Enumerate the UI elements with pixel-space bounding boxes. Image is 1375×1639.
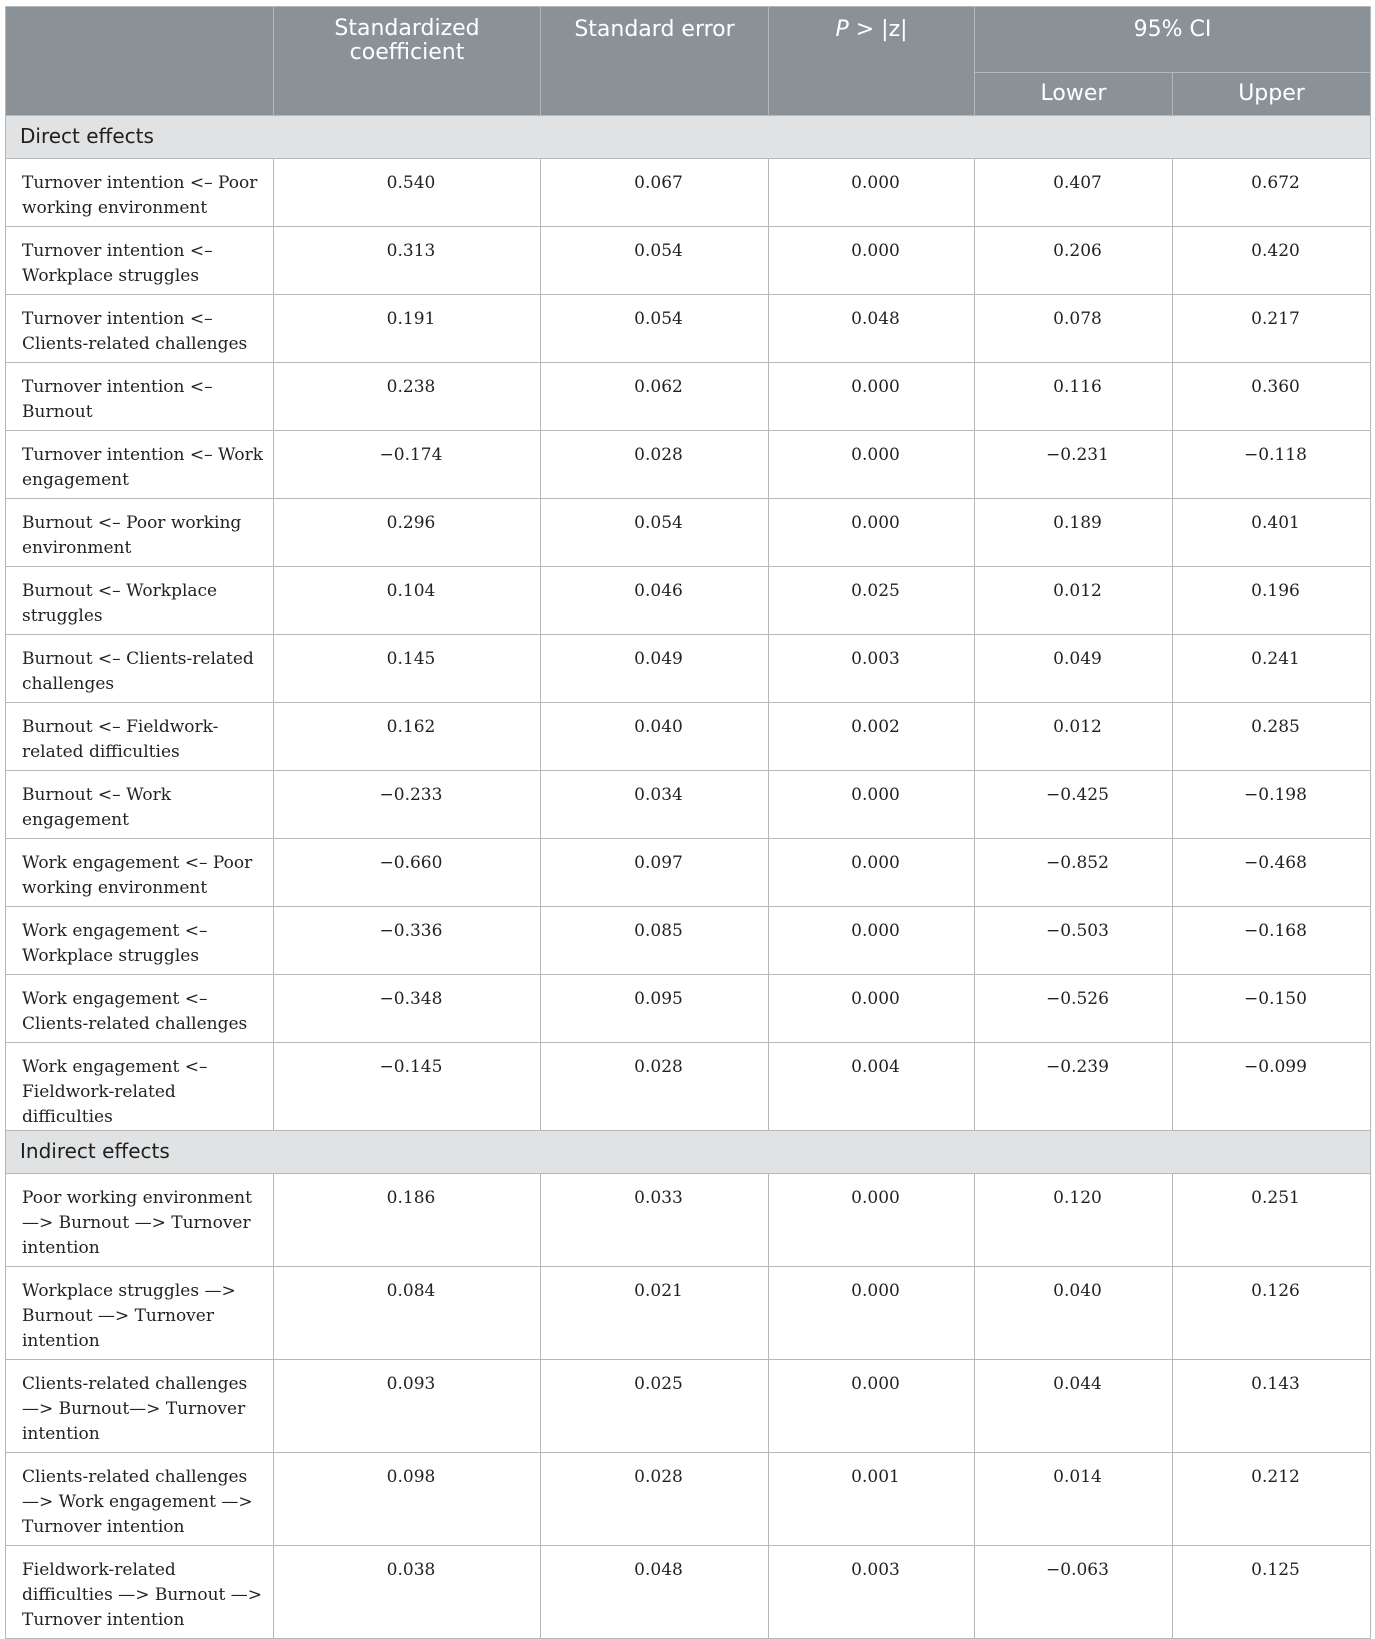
cell-p-value: 0.000: [769, 431, 975, 499]
cell-coefficient: 0.098: [274, 1453, 541, 1546]
cell-ci-upper: 0.143: [1173, 1360, 1371, 1453]
cell-path-label: Turnover intention <– Workplace struggles: [6, 227, 274, 295]
table-row: [6, 499, 1371, 567]
cell-standard-error: 0.028: [541, 431, 769, 499]
header-ci-upper: Upper: [1173, 73, 1371, 116]
table-row: [6, 1546, 1371, 1639]
cell-p-value: 0.000: [769, 771, 975, 839]
header-standardized-coefficient-label: Standardized coefficient: [334, 16, 480, 65]
cell-ci-upper: −0.150: [1173, 975, 1371, 1043]
cell-ci-lower: −0.239: [975, 1043, 1173, 1131]
table-row: [6, 363, 1371, 431]
section-title: Indirect effects: [6, 1131, 1371, 1174]
cell-standard-error: 0.054: [541, 499, 769, 567]
cell-ci-lower: −0.231: [975, 431, 1173, 499]
header-standard-error: Standard error: [541, 7, 769, 116]
cell-p-value: 0.048: [769, 295, 975, 363]
table-body: [6, 116, 1371, 1639]
header-ci-lower: Lower: [975, 73, 1173, 116]
table-row: [6, 771, 1371, 839]
table-header: [6, 7, 1371, 116]
cell-p-value: 0.002: [769, 703, 975, 771]
cell-coefficient: −0.145: [274, 1043, 541, 1131]
cell-path-label: Clients-related challenges —> Burnout—> Turnover intention: [6, 1360, 274, 1453]
cell-coefficient: 0.104: [274, 567, 541, 635]
cell-p-value: 0.003: [769, 635, 975, 703]
cell-ci-upper: 0.126: [1173, 1267, 1371, 1360]
cell-path-label: Fieldwork-related difficulties —> Burnout —> Turnover intention: [6, 1546, 274, 1639]
section-title: Direct effects: [6, 116, 1371, 159]
table-row: [6, 703, 1371, 771]
table-row: [6, 567, 1371, 635]
cell-ci-lower: −0.425: [975, 771, 1173, 839]
cell-standard-error: 0.040: [541, 703, 769, 771]
results-table: [5, 6, 1371, 1639]
cell-standard-error: 0.067: [541, 159, 769, 227]
section-row: [6, 116, 1371, 159]
cell-p-value: 0.000: [769, 975, 975, 1043]
cell-ci-upper: 0.251: [1173, 1174, 1371, 1267]
cell-coefficient: 0.186: [274, 1174, 541, 1267]
cell-p-value: 0.000: [769, 227, 975, 295]
cell-p-value: 0.025: [769, 567, 975, 635]
cell-standard-error: 0.085: [541, 907, 769, 975]
cell-ci-upper: 0.212: [1173, 1453, 1371, 1546]
table-row: [6, 1267, 1371, 1360]
cell-ci-lower: 0.014: [975, 1453, 1173, 1546]
cell-ci-upper: 0.401: [1173, 499, 1371, 567]
cell-p-value: 0.000: [769, 499, 975, 567]
cell-ci-upper: 0.285: [1173, 703, 1371, 771]
table-row: [6, 839, 1371, 907]
cell-standard-error: 0.028: [541, 1453, 769, 1546]
table-row: [6, 1043, 1371, 1131]
cell-ci-lower: 0.012: [975, 567, 1173, 635]
cell-standard-error: 0.054: [541, 295, 769, 363]
cell-ci-lower: 0.407: [975, 159, 1173, 227]
table-row: [6, 227, 1371, 295]
cell-standard-error: 0.046: [541, 567, 769, 635]
cell-standard-error: 0.025: [541, 1360, 769, 1453]
cell-p-value: 0.000: [769, 839, 975, 907]
cell-coefficient: 0.540: [274, 159, 541, 227]
cell-coefficient: 0.191: [274, 295, 541, 363]
cell-path-label: Turnover intention <– Poor working environment: [6, 159, 274, 227]
cell-standard-error: 0.034: [541, 771, 769, 839]
cell-ci-lower: 0.049: [975, 635, 1173, 703]
table-row: [6, 1453, 1371, 1546]
cell-coefficient: −0.348: [274, 975, 541, 1043]
cell-path-label: Clients-related challenges —> Work engagement —> Turnover intention: [6, 1453, 274, 1546]
cell-ci-upper: 0.196: [1173, 567, 1371, 635]
cell-ci-upper: 0.360: [1173, 363, 1371, 431]
cell-ci-upper: −0.468: [1173, 839, 1371, 907]
cell-path-label: Turnover intention <– Clients-related challenges: [6, 295, 274, 363]
cell-p-value: 0.000: [769, 1267, 975, 1360]
table-row: [6, 907, 1371, 975]
table-row: [6, 975, 1371, 1043]
cell-coefficient: 0.093: [274, 1360, 541, 1453]
cell-coefficient: −0.174: [274, 431, 541, 499]
cell-ci-lower: 0.116: [975, 363, 1173, 431]
cell-standard-error: 0.049: [541, 635, 769, 703]
header-95-ci: 95% CI: [975, 7, 1371, 73]
cell-p-value: 0.000: [769, 159, 975, 227]
cell-ci-upper: 0.420: [1173, 227, 1371, 295]
cell-path-label: Burnout <– Poor working environment: [6, 499, 274, 567]
cell-coefficient: −0.233: [274, 771, 541, 839]
table-row: [6, 295, 1371, 363]
cell-standard-error: 0.097: [541, 839, 769, 907]
cell-ci-lower: −0.503: [975, 907, 1173, 975]
header-p-rest: > |z|: [848, 17, 908, 42]
cell-ci-lower: 0.044: [975, 1360, 1173, 1453]
cell-ci-upper: 0.672: [1173, 159, 1371, 227]
cell-p-value: 0.000: [769, 1360, 975, 1453]
cell-ci-upper: 0.125: [1173, 1546, 1371, 1639]
header-standardized-coefficient: [274, 7, 541, 116]
cell-p-value: 0.000: [769, 1174, 975, 1267]
cell-ci-upper: −0.118: [1173, 431, 1371, 499]
cell-ci-upper: 0.217: [1173, 295, 1371, 363]
header-p-letter: P: [835, 17, 849, 42]
table-row: [6, 635, 1371, 703]
cell-coefficient: 0.296: [274, 499, 541, 567]
cell-standard-error: 0.033: [541, 1174, 769, 1267]
cell-coefficient: 0.238: [274, 363, 541, 431]
cell-path-label: Burnout <– Fieldwork-related difficulties: [6, 703, 274, 771]
header-p-value: [769, 7, 975, 116]
cell-p-value: 0.000: [769, 907, 975, 975]
cell-p-value: 0.004: [769, 1043, 975, 1131]
cell-p-value: 0.003: [769, 1546, 975, 1639]
cell-ci-lower: 0.078: [975, 295, 1173, 363]
cell-coefficient: 0.084: [274, 1267, 541, 1360]
cell-standard-error: 0.021: [541, 1267, 769, 1360]
cell-coefficient: 0.038: [274, 1546, 541, 1639]
section-row: [6, 1131, 1371, 1174]
cell-p-value: 0.000: [769, 363, 975, 431]
cell-path-label: Poor working environment —> Burnout —> Turnover intention: [6, 1174, 274, 1267]
cell-path-label: Burnout <– Clients-related challenges: [6, 635, 274, 703]
cell-ci-lower: 0.120: [975, 1174, 1173, 1267]
cell-coefficient: 0.313: [274, 227, 541, 295]
table-row: [6, 1174, 1371, 1267]
cell-ci-lower: 0.206: [975, 227, 1173, 295]
cell-path-label: Workplace struggles —> Burnout —> Turnover intention: [6, 1267, 274, 1360]
cell-coefficient: 0.162: [274, 703, 541, 771]
cell-path-label: Turnover intention <– Work engagement: [6, 431, 274, 499]
cell-standard-error: 0.095: [541, 975, 769, 1043]
cell-ci-lower: 0.189: [975, 499, 1173, 567]
cell-path-label: Turnover intention <– Burnout: [6, 363, 274, 431]
cell-path-label: Burnout <– Workplace struggles: [6, 567, 274, 635]
cell-standard-error: 0.028: [541, 1043, 769, 1131]
cell-coefficient: −0.336: [274, 907, 541, 975]
header-predictor: [6, 7, 274, 116]
cell-p-value: 0.001: [769, 1453, 975, 1546]
cell-ci-upper: 0.241: [1173, 635, 1371, 703]
cell-ci-lower: 0.012: [975, 703, 1173, 771]
table-row: [6, 1360, 1371, 1453]
table-row: [6, 431, 1371, 499]
cell-standard-error: 0.048: [541, 1546, 769, 1639]
cell-path-label: Work engagement <– Workplace struggles: [6, 907, 274, 975]
table-row: [6, 159, 1371, 227]
cell-standard-error: 0.062: [541, 363, 769, 431]
cell-path-label: Burnout <– Work engagement: [6, 771, 274, 839]
cell-coefficient: 0.145: [274, 635, 541, 703]
cell-ci-upper: −0.099: [1173, 1043, 1371, 1131]
cell-path-label: Work engagement <– Poor working environment: [6, 839, 274, 907]
cell-coefficient: −0.660: [274, 839, 541, 907]
cell-path-label: Work engagement <– Clients-related challenges: [6, 975, 274, 1043]
cell-ci-lower: −0.852: [975, 839, 1173, 907]
cell-ci-lower: −0.526: [975, 975, 1173, 1043]
cell-ci-upper: −0.198: [1173, 771, 1371, 839]
cell-path-label: Work engagement <– Fieldwork-related difficulties: [6, 1043, 274, 1131]
cell-standard-error: 0.054: [541, 227, 769, 295]
cell-ci-upper: −0.168: [1173, 907, 1371, 975]
cell-ci-lower: 0.040: [975, 1267, 1173, 1360]
cell-ci-lower: −0.063: [975, 1546, 1173, 1639]
